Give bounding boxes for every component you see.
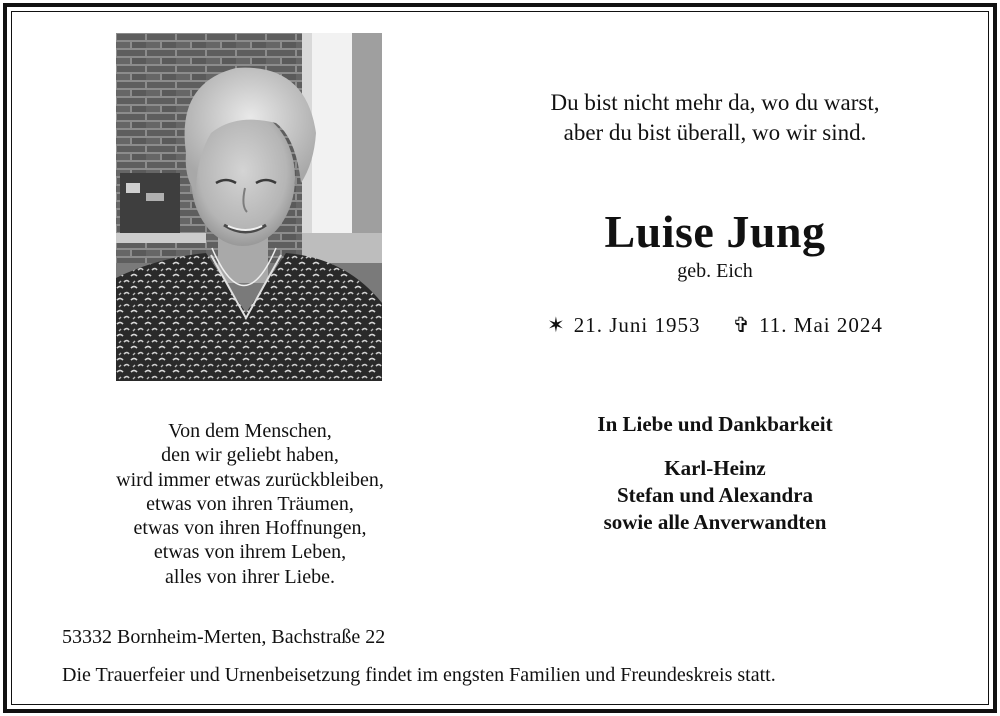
mourners-intro: In Liebe und Dankbarkeit <box>597 412 833 436</box>
birth-name: geb. Eich <box>677 260 753 282</box>
verse-line: etwas von ihrem Leben, <box>153 541 347 564</box>
birth-date: 21. Juni 1953 <box>573 313 701 337</box>
motto-quote <box>450 88 980 148</box>
deceased-name: Luise Jung <box>604 206 826 257</box>
portrait-photo <box>116 33 382 381</box>
death-cross-icon: ✞ <box>732 313 752 337</box>
mourner-name: Stefan und Alexandra <box>616 483 814 507</box>
birth-star-icon: ✶ <box>547 313 566 337</box>
mourner-name: Karl-Heinz <box>664 456 766 480</box>
family-address: 53332 Bornheim-Merten, Bachstraße 22 <box>62 626 386 648</box>
mourner-name: sowie alle Anverwandten <box>603 510 827 534</box>
life-dates <box>450 311 980 339</box>
verse-line: Von dem Menschen, <box>168 420 332 442</box>
funeral-notice: Die Trauerfeier und Urnenbeisetzung findet im engsten Familien und Freundeskreis statt. <box>62 664 776 686</box>
verse-line: etwas von ihren Träumen, <box>146 492 354 515</box>
verse-line: alles von ihrer Liebe. <box>165 565 335 588</box>
memorial-verse <box>80 419 420 589</box>
mourners-list <box>450 455 980 536</box>
verse-line: den wir geliebt haben, <box>161 444 339 467</box>
motto-line: aber du bist überall, wo wir sind. <box>563 120 867 145</box>
verse-line: etwas von ihren Hoffnungen, <box>133 517 367 540</box>
verse-line: wird immer etwas zurückbleiben, <box>116 468 384 491</box>
death-date: 11. Mai 2024 <box>759 313 883 337</box>
motto-line: Du bist nicht mehr da, wo du warst, <box>550 90 880 115</box>
